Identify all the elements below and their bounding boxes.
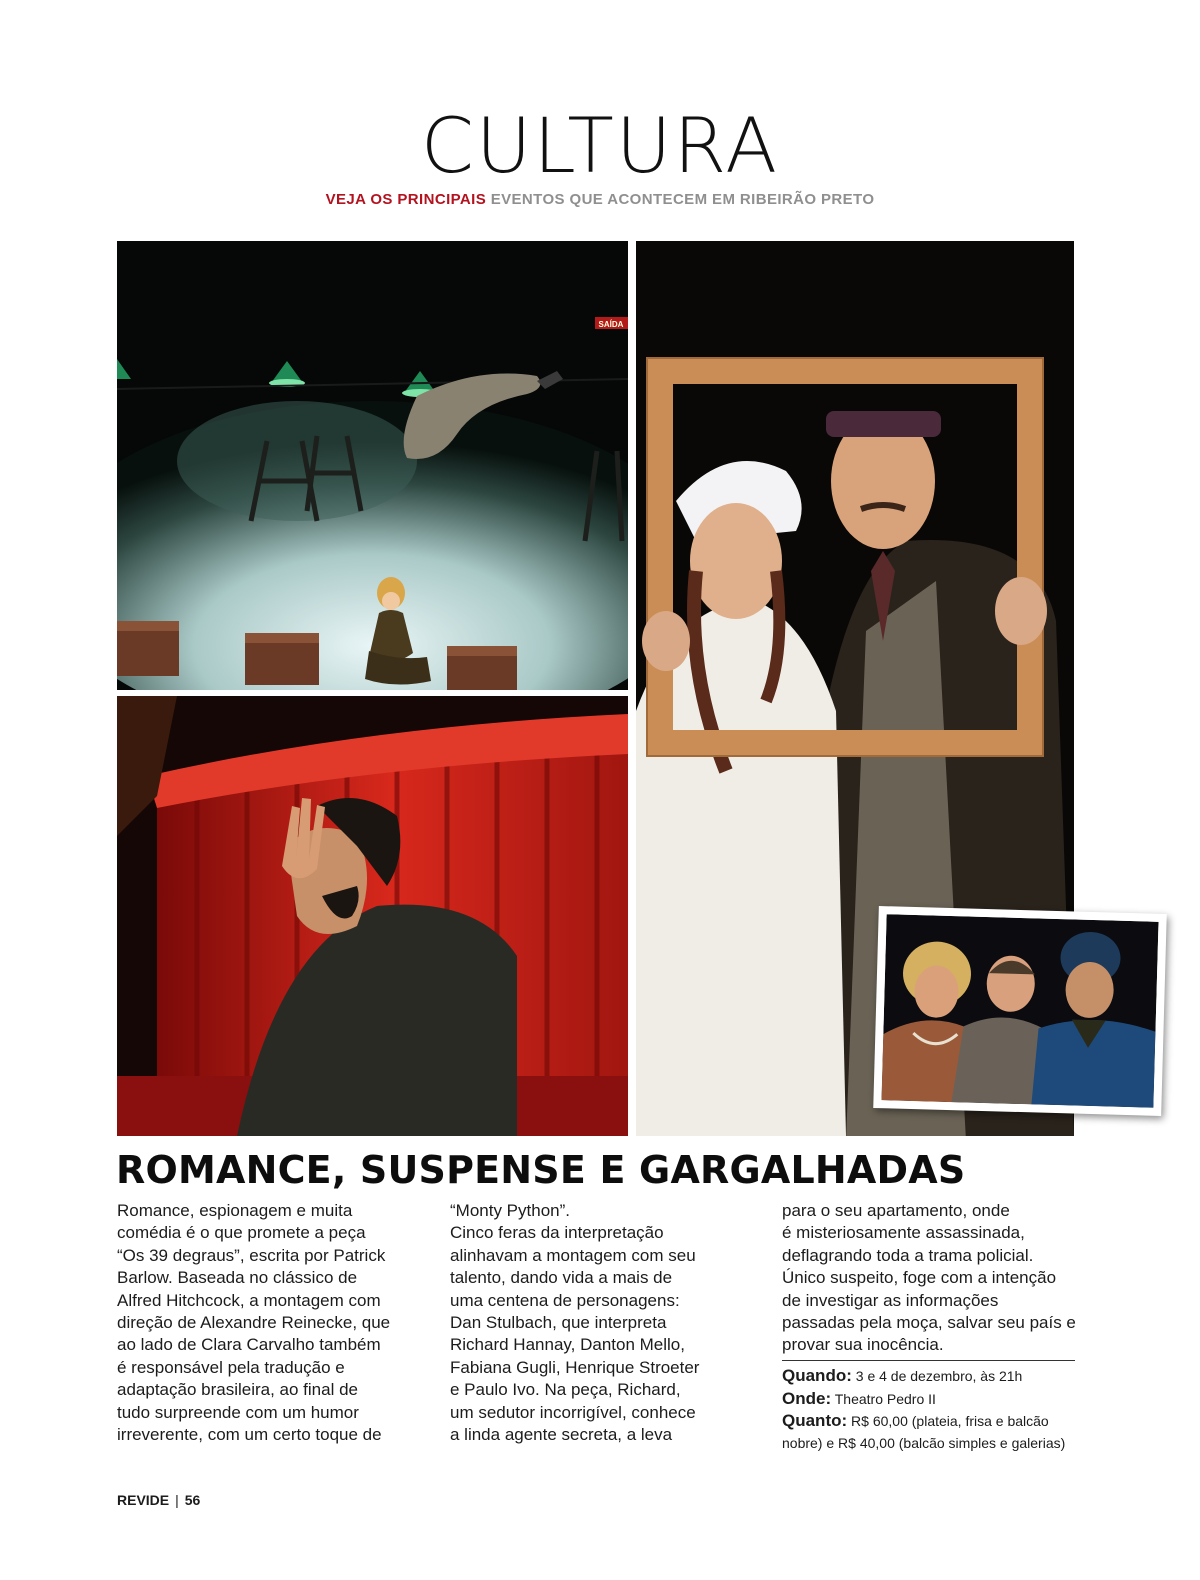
text-line: ao lado de Clara Carvalho também: [117, 1335, 381, 1355]
exit-sign-text: SAÍDA: [598, 320, 624, 329]
when-value: 3 e 4 de dezembro, às 21h: [855, 1368, 1023, 1384]
text-line: deflagrando toda a trama policial.: [782, 1245, 1034, 1265]
text-line: a linda agente secreta, a leva: [450, 1425, 673, 1445]
text-line: Barlow. Baseada no clássico de: [117, 1268, 358, 1288]
text-line: Romance, espionagem e muita: [117, 1201, 353, 1220]
text-line: Dan Stulbach, que interpreta: [450, 1313, 667, 1333]
text-line: adaptação brasileira, ao final de: [117, 1380, 358, 1400]
where-value: Theatro Pedro II: [834, 1390, 936, 1407]
event-where: [782, 1388, 1075, 1411]
photo-fog-stage: [117, 241, 628, 690]
where-label: Onde:: [782, 1388, 832, 1408]
article-column-3: [782, 1200, 1082, 1357]
article-headline: ROMANCE, SUSPENSE E GARGALHADAS: [116, 1148, 966, 1192]
text-line: “Os 39 degraus”, escrita por Patrick: [117, 1245, 386, 1265]
event-price: [782, 1410, 1075, 1433]
when-label: Quando:: [782, 1366, 852, 1385]
text-line: comédia é o que promete a peça: [117, 1223, 366, 1243]
text-line: “Monty Python”.: [450, 1201, 570, 1220]
subtitle-accent: VEJA OS PRINCIPAIS: [325, 191, 487, 208]
price-value-line2: nobre) e R$ 40,00 (balcão simples e galerias): [782, 1434, 1066, 1451]
footer-separator: |: [175, 1492, 179, 1508]
text-line: passadas pela moça, salvar seu país e: [782, 1313, 1076, 1333]
text-line: para o seu apartamento, onde: [782, 1201, 1010, 1220]
text-line: e Paulo Ivo. Na peça, Richard,: [450, 1380, 681, 1400]
price-value-line1: R$ 60,00 (plateia, frisa e balcão: [851, 1413, 1049, 1429]
text-line: de investigar as informações: [782, 1290, 999, 1310]
text-line: tudo surpreende com um humor: [117, 1402, 359, 1422]
text-line: Alfred Hitchcock, a montagem com: [117, 1290, 381, 1310]
photo-inset-actors: [873, 906, 1167, 1116]
photo-red-curtain: [117, 696, 628, 1136]
article-column-2: [450, 1200, 745, 1446]
magazine-name: REVIDE: [117, 1492, 170, 1508]
text-line: Richard Hannay, Danton Mello,: [450, 1335, 685, 1355]
section-title: CULTURA: [420, 101, 780, 190]
page-number: 56: [184, 1492, 201, 1508]
text-line: provar sua inocência.: [782, 1335, 944, 1355]
article-column-1: [117, 1200, 407, 1446]
text-line: alinhavam a montagem com seu: [450, 1245, 696, 1265]
text-line: irreverente, com um certo toque de: [117, 1425, 382, 1445]
price-label: Quanto:: [782, 1411, 848, 1430]
text-line: talento, dando vida a mais de: [450, 1268, 673, 1288]
page-footer: [117, 1492, 200, 1508]
text-line: Cinco feras da interpretação: [450, 1223, 664, 1243]
text-line: um sedutor incorrigível, conhece: [450, 1402, 696, 1422]
event-when: [782, 1365, 1075, 1388]
section-subtitle: [0, 191, 1200, 208]
text-line: direção de Alexandre Reinecke, que: [117, 1313, 391, 1333]
text-line: é responsável pela tradução e: [117, 1357, 345, 1377]
text-line: é misteriosamente assassinada,: [782, 1223, 1025, 1243]
text-line: uma centena de personagens:: [450, 1290, 680, 1310]
text-line: Único suspeito, foge com a intenção: [782, 1268, 1057, 1288]
text-line: Fabiana Gugli, Henrique Stroeter: [450, 1357, 700, 1377]
subtitle-rest: EVENTOS QUE ACONTECEM EM RIBEIRÃO PRETO: [490, 191, 875, 208]
event-info-box: [782, 1360, 1075, 1454]
